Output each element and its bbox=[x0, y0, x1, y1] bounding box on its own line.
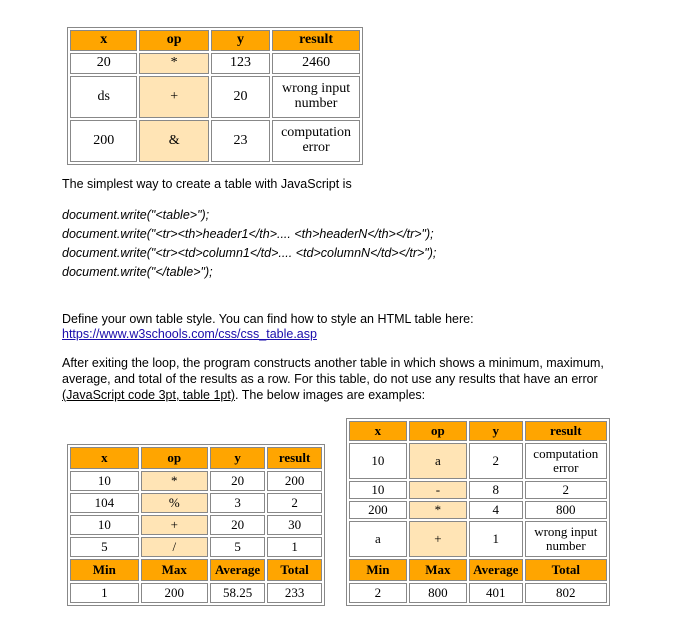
cell-total: 802 bbox=[525, 583, 607, 603]
cell-op: - bbox=[409, 481, 467, 499]
cell-op: + bbox=[139, 76, 208, 118]
cell-y: 4 bbox=[469, 501, 523, 519]
cell-x: 10 bbox=[349, 443, 407, 479]
table-row bbox=[349, 481, 607, 499]
cell-x: a bbox=[349, 521, 407, 557]
cell-y: 123 bbox=[211, 53, 270, 74]
cell-x: 104 bbox=[70, 493, 139, 513]
header-x: x bbox=[349, 421, 407, 441]
cell-total: 233 bbox=[267, 583, 322, 603]
results-table-3 bbox=[346, 418, 610, 606]
header-min: Min bbox=[70, 559, 139, 581]
cell-result: 200 bbox=[267, 471, 322, 491]
intro-text: The simplest way to create a table with JavaScript is bbox=[62, 177, 352, 191]
cell-result: 1 bbox=[267, 537, 322, 557]
header-result: result bbox=[267, 447, 322, 469]
header-average: Average bbox=[469, 559, 523, 581]
assignment-tail: . The below images are examples: bbox=[235, 388, 426, 402]
header-y: y bbox=[210, 447, 265, 469]
header-max: Max bbox=[409, 559, 467, 581]
header-op: op bbox=[139, 30, 208, 51]
cell-op: % bbox=[141, 493, 208, 513]
assignment-text: After exiting the loop, the program constructs another table in which shows a minimum, maximum, average, and total of the results as a row. For this table, do not use any results that have an error bbox=[62, 356, 604, 386]
header-y: y bbox=[469, 421, 523, 441]
summary-row bbox=[349, 583, 607, 603]
code-line: document.write("</table>"); bbox=[62, 265, 213, 279]
cell-result: 30 bbox=[267, 515, 322, 535]
header-total: Total bbox=[525, 559, 607, 581]
cell-x: 200 bbox=[349, 501, 407, 519]
cell-min: 1 bbox=[70, 583, 139, 603]
cell-y: 1 bbox=[469, 521, 523, 557]
cell-y: 20 bbox=[210, 515, 265, 535]
cell-result: 2460 bbox=[272, 53, 360, 74]
header-y: y bbox=[211, 30, 270, 51]
cell-op: * bbox=[141, 471, 208, 491]
cell-max: 200 bbox=[141, 583, 208, 603]
table-row bbox=[349, 521, 607, 557]
cell-op: + bbox=[409, 521, 467, 557]
table-row bbox=[70, 493, 322, 513]
cell-result: wrong input number bbox=[525, 521, 607, 557]
grading-note: (JavaScript code 3pt, table 1pt) bbox=[62, 388, 236, 402]
results-table-1 bbox=[67, 27, 363, 165]
cell-y: 3 bbox=[210, 493, 265, 513]
header-result: result bbox=[525, 421, 607, 441]
cell-x: 10 bbox=[70, 515, 139, 535]
summary-row bbox=[70, 583, 322, 603]
table-row bbox=[70, 53, 360, 74]
code-line: document.write("<tr><td>column1</td>.... <td>columnN</td></tr>"); bbox=[62, 246, 437, 260]
assignment-paragraph bbox=[62, 355, 622, 403]
header-result: result bbox=[272, 30, 360, 51]
cell-y: 8 bbox=[469, 481, 523, 499]
summary-header-row bbox=[70, 559, 322, 581]
table-row bbox=[70, 537, 322, 557]
cell-y: 20 bbox=[211, 76, 270, 118]
table-row bbox=[70, 471, 322, 491]
cell-op: / bbox=[141, 537, 208, 557]
code-line: document.write("<tr><th>header1</th>.... <th>headerN</th></tr>"); bbox=[62, 227, 434, 241]
cell-y: 5 bbox=[210, 537, 265, 557]
cell-y: 2 bbox=[469, 443, 523, 479]
cell-result: wrong input number bbox=[272, 76, 360, 118]
cell-op: & bbox=[139, 120, 208, 162]
code-example bbox=[62, 206, 662, 282]
cell-average: 58.25 bbox=[210, 583, 265, 603]
w3schools-link[interactable]: https://www.w3schools.com/css/css_table.asp bbox=[62, 327, 317, 341]
cell-op: * bbox=[409, 501, 467, 519]
summary-header-row bbox=[349, 559, 607, 581]
cell-result: 2 bbox=[267, 493, 322, 513]
cell-result: 2 bbox=[525, 481, 607, 499]
cell-average: 401 bbox=[469, 583, 523, 603]
header-total: Total bbox=[267, 559, 322, 581]
header-op: op bbox=[141, 447, 208, 469]
cell-x: ds bbox=[70, 76, 137, 118]
table-row bbox=[70, 120, 360, 162]
table-row bbox=[349, 501, 607, 519]
cell-x: 5 bbox=[70, 537, 139, 557]
cell-min: 2 bbox=[349, 583, 407, 603]
table-row bbox=[70, 76, 360, 118]
cell-y: 20 bbox=[210, 471, 265, 491]
cell-x: 20 bbox=[70, 53, 137, 74]
cell-op: a bbox=[409, 443, 467, 479]
header-max: Max bbox=[141, 559, 208, 581]
results-table-2 bbox=[67, 444, 325, 606]
cell-result: computation error bbox=[272, 120, 360, 162]
header-op: op bbox=[409, 421, 467, 441]
header-x: x bbox=[70, 447, 139, 469]
code-line: document.write("<table>"); bbox=[62, 208, 210, 222]
cell-op: * bbox=[139, 53, 208, 74]
cell-result: 800 bbox=[525, 501, 607, 519]
header-min: Min bbox=[349, 559, 407, 581]
cell-x: 10 bbox=[349, 481, 407, 499]
table-row bbox=[349, 443, 607, 479]
cell-result: computation error bbox=[525, 443, 607, 479]
header-average: Average bbox=[210, 559, 265, 581]
cell-y: 23 bbox=[211, 120, 270, 162]
cell-op: + bbox=[141, 515, 208, 535]
cell-max: 800 bbox=[409, 583, 467, 603]
cell-x: 200 bbox=[70, 120, 137, 162]
table-row bbox=[70, 515, 322, 535]
cell-x: 10 bbox=[70, 471, 139, 491]
style-instruction: Define your own table style. You can find how to style an HTML table here: bbox=[62, 312, 474, 326]
header-x: x bbox=[70, 30, 137, 51]
